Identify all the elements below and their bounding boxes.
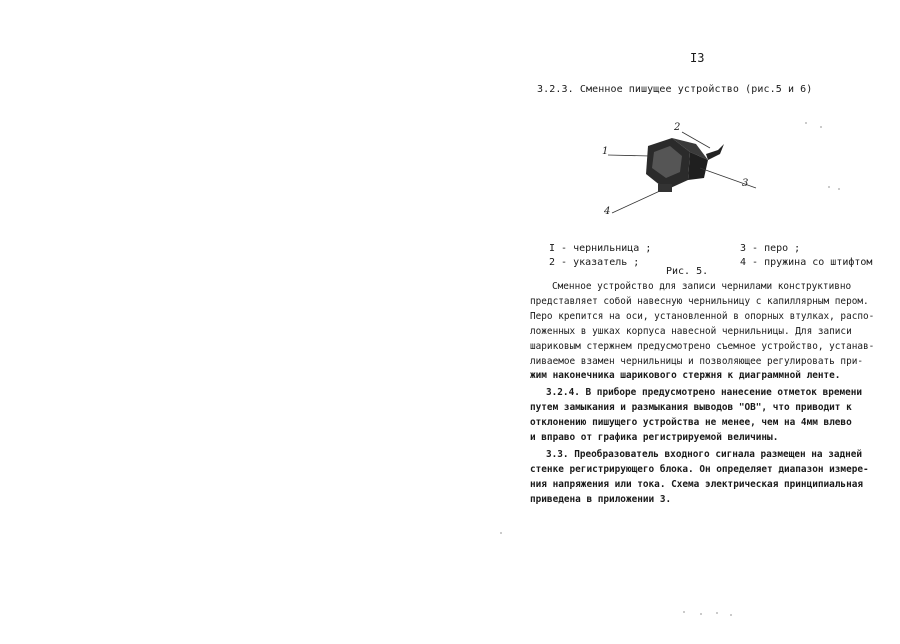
body-line: жим наконечника шарикового стержня к диаграммной ленте. xyxy=(530,370,841,381)
scan-speck xyxy=(500,532,502,534)
body-line: ложенных в ушках корпуса навесной чернильницы. Для записи xyxy=(530,326,852,337)
body-line: стенке регистрирующего блока. Он определяет диапазон измере- xyxy=(530,464,869,475)
body-line: Сменное устройство для записи чернилами конструктивно xyxy=(552,281,852,292)
legend-item-1: I - чернильница ; xyxy=(549,243,652,254)
scan-speck xyxy=(700,613,702,615)
pen-nib xyxy=(706,144,724,160)
page-number: I3 xyxy=(690,51,705,65)
scan-speck xyxy=(805,122,807,124)
body-line: Перо крепится на оси, установленной в опорных втулках, распо- xyxy=(530,311,875,322)
body-line: ния напряжения или тока. Схема электрическая принципиальная xyxy=(530,479,864,490)
body-line: шариковым стержнем предусмотрено съемное устройство, устанав- xyxy=(530,341,875,352)
body-line: и вправо от графика регистрируемой величины. xyxy=(530,432,779,443)
body-line: ливаемое взамен чернильницы и позволяющее регулировать при- xyxy=(530,356,864,367)
callout-4: 4 xyxy=(604,206,611,217)
scan-speck xyxy=(828,186,830,188)
legend-item-3: 3 - перо ; xyxy=(740,243,801,254)
figure-caption: Рис. 5. xyxy=(666,266,709,277)
body-line: отклонению пишущего устройства не менее, чем на 4мм влево xyxy=(530,417,852,428)
body-line: 3.3. Преобразователь входного сигнала размещен на задней xyxy=(546,449,863,460)
scan-speck xyxy=(838,188,840,190)
leader-line-1 xyxy=(608,155,650,156)
callout-1: 1 xyxy=(602,146,609,157)
body-line: 3.2.4. В приборе предусмотрено нанесение отметок времени xyxy=(546,387,863,398)
callout-3: 3 xyxy=(742,178,749,189)
callout-2: 2 xyxy=(674,122,681,133)
body-line: приведена в приложении 3. xyxy=(530,494,672,505)
legend-item-4: 4 - пружина со штифтом xyxy=(740,257,873,268)
body-line: представляет собой навесную чернильницу с капиллярным пером. xyxy=(530,296,869,307)
body-line: путем замыкания и размыкания выводов "ОВ", что приводит к xyxy=(530,402,852,413)
leader-line-4 xyxy=(612,190,662,213)
scan-speck xyxy=(730,614,732,616)
legend-item-2: 2 - указатель ; xyxy=(549,257,640,268)
section-heading: 3.2.3. Сменное пишущее устройство (рис.5 и 6) xyxy=(537,84,813,95)
scan-speck xyxy=(683,611,685,613)
scan-speck xyxy=(716,612,718,614)
scan-speck xyxy=(820,126,822,128)
